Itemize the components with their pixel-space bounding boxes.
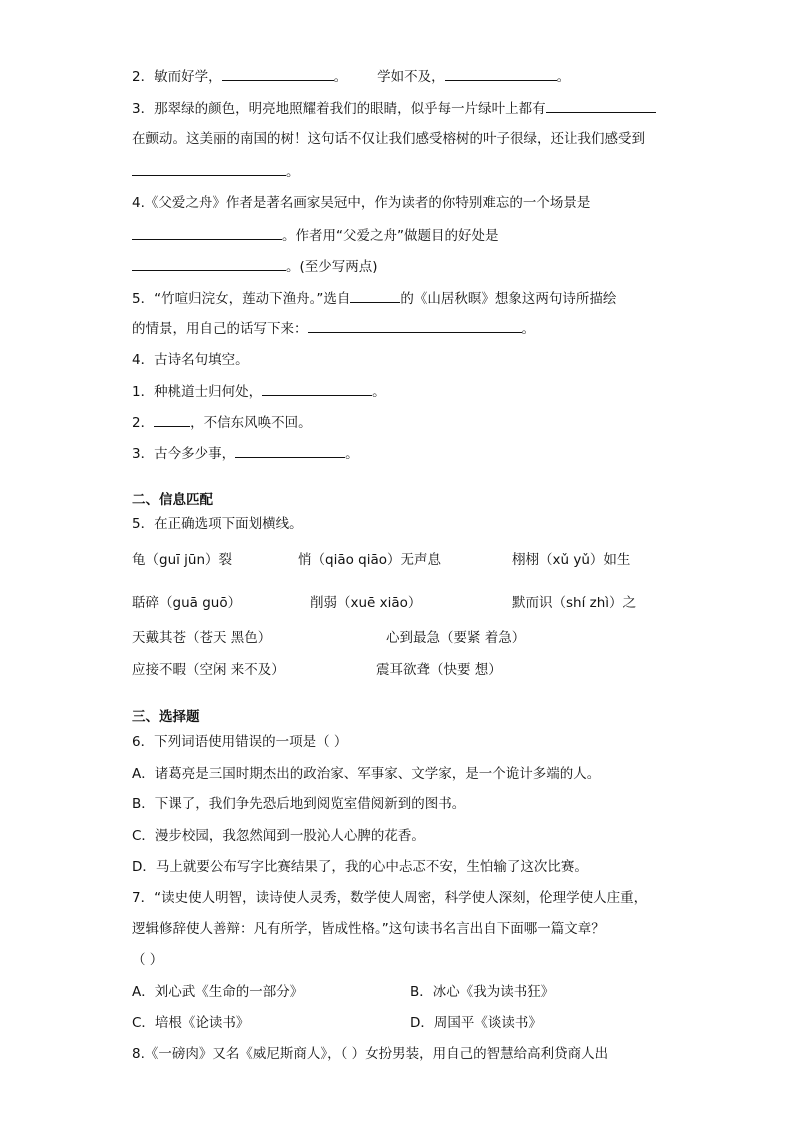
answer-blank[interactable] <box>132 161 286 176</box>
q7-answer-paren: （ ） <box>132 952 164 968</box>
q5-line-1 <box>132 288 616 309</box>
poem-text: 3．古今多少事， <box>132 446 236 462</box>
poem-text: ，不信东风唤不回。 <box>190 415 312 431</box>
q5-line-2 <box>132 318 535 339</box>
q3-text-c: 。 <box>286 164 300 180</box>
q2-text-b: 。 <box>333 69 348 85</box>
answer-blank[interactable] <box>350 288 400 303</box>
q2-line <box>132 66 570 87</box>
answer-blank[interactable] <box>132 225 282 240</box>
q5-text-c: 的情景，用自己的话写下来： <box>132 321 308 337</box>
q7-option-c[interactable]: C．培根《论读书》 <box>132 1015 250 1031</box>
q5-text-a: 5．“竹喧归浣女，莲动下渔舟。”选自 <box>132 291 351 307</box>
poem-line-2 <box>132 412 312 433</box>
answer-blank[interactable] <box>546 98 656 113</box>
match-item[interactable]: 悄（qiāo qiāo）无声息 <box>298 552 441 568</box>
poem-text: 。 <box>372 384 386 400</box>
match-item[interactable]: 聒碎（guā guō） <box>132 595 242 611</box>
q3-line-1 <box>132 98 656 119</box>
answer-blank[interactable] <box>235 443 345 458</box>
q5-text-b: 的《山居秋暝》想象这两句诗所描绘 <box>400 291 617 307</box>
q4-line-2 <box>132 225 499 246</box>
q4-text-c: 。(至少写两点) <box>286 259 378 275</box>
poem-text: 。 <box>345 446 359 462</box>
q7-stem-2: 逻辑修辞使人善辩：凡有所学，皆成性格。”这句读书名言出自下面哪一篇文章？ <box>132 921 605 937</box>
answer-blank[interactable] <box>262 381 372 396</box>
q6-option-b[interactable]: B．下课了，我们争先恐后地到阅览室借阅新到的图书。 <box>132 796 466 812</box>
q7-stem-1: 7．“读史使人明智，读诗使人灵秀，数学使人周密，科学使人深刻，伦理学使人庄重， <box>132 890 648 906</box>
match-item[interactable]: 应接不暇（空闲 来不及） <box>132 662 285 678</box>
match-item[interactable]: 天戴其苍（苍天 黑色） <box>132 630 272 646</box>
match-item[interactable]: 削弱（xuē xiāo） <box>310 595 422 611</box>
q7-option-d[interactable]: D．周国平《谈读书》 <box>410 1015 542 1031</box>
poem-line-3 <box>132 443 359 464</box>
section-title-matching: 二、信息匹配 <box>132 492 213 508</box>
q2-text-d: 。 <box>556 69 571 85</box>
answer-blank[interactable] <box>154 412 190 427</box>
q3-line-3 <box>132 161 300 182</box>
q4-line-3 <box>132 256 378 277</box>
poem-text: 2． <box>132 415 155 431</box>
q2-text-c: 学如不及， <box>377 69 445 85</box>
q7-option-a[interactable]: A．刘心武《生命的一部分》 <box>132 984 304 1000</box>
q5-instruction: 5．在正确选项下面划横线。 <box>132 516 303 532</box>
poem-line-1 <box>132 381 386 402</box>
match-item[interactable]: 龟（guī jūn）裂 <box>132 552 233 568</box>
q6-option-a[interactable]: A．诸葛亮是三国时期杰出的政治家、军事家、文学家，是一个诡计多端的人。 <box>132 766 601 782</box>
match-item[interactable]: 栩栩（xǔ yǔ）如生 <box>512 552 631 568</box>
poem-heading: 4．古诗名句填空。 <box>132 352 249 368</box>
answer-blank[interactable] <box>132 256 286 271</box>
q5-text-d: 。 <box>521 321 535 337</box>
q4-text-b: 。作者用“父爱之舟”做题目的好处是 <box>282 228 499 244</box>
answer-blank[interactable] <box>308 318 522 333</box>
answer-blank[interactable] <box>222 66 334 81</box>
poem-text: 1．种桃道士归何处， <box>132 384 263 400</box>
q8-stem: 8.《一磅肉》又名《威尼斯商人》，（ ）女扮男装，用自己的智慧给高利贷商人出 <box>132 1046 609 1062</box>
q6-option-d[interactable]: D．马上就要公布写字比赛结果了，我的心中忐忑不安，生怕输了这次比赛。 <box>132 859 588 875</box>
match-item[interactable]: 震耳欲聋（快要 想） <box>376 662 502 678</box>
q3-text-a: 3．那翠绿的颜色，明亮地照耀着我们的眼睛，似乎每一片绿叶上都有 <box>132 101 546 117</box>
match-item[interactable]: 默而识（shí zhì）之 <box>512 595 637 611</box>
q4-line-1: 4.《父爱之舟》作者是著名画家吴冠中，作为读者的你特别难忘的一个场景是 <box>132 195 591 211</box>
q3-line-2: 在颤动。这美丽的南国的树！这句话不仅让我们感受榕树的叶子很绿，还让我们感受到 <box>132 131 645 147</box>
match-item[interactable]: 心到最急（要紧 着急） <box>386 630 526 646</box>
section-title-choice: 三、选择题 <box>132 709 200 725</box>
q2-text-a: 2．敏而好学， <box>132 69 222 85</box>
q6-stem: 6．下列词语使用错误的一项是（ ） <box>132 734 348 750</box>
answer-blank[interactable] <box>445 66 557 81</box>
q6-option-c[interactable]: C．漫步校园，我忽然闻到一股沁人心脾的花香。 <box>132 828 425 844</box>
q7-option-b[interactable]: B．冰心《我为读书狂》 <box>410 984 555 1000</box>
